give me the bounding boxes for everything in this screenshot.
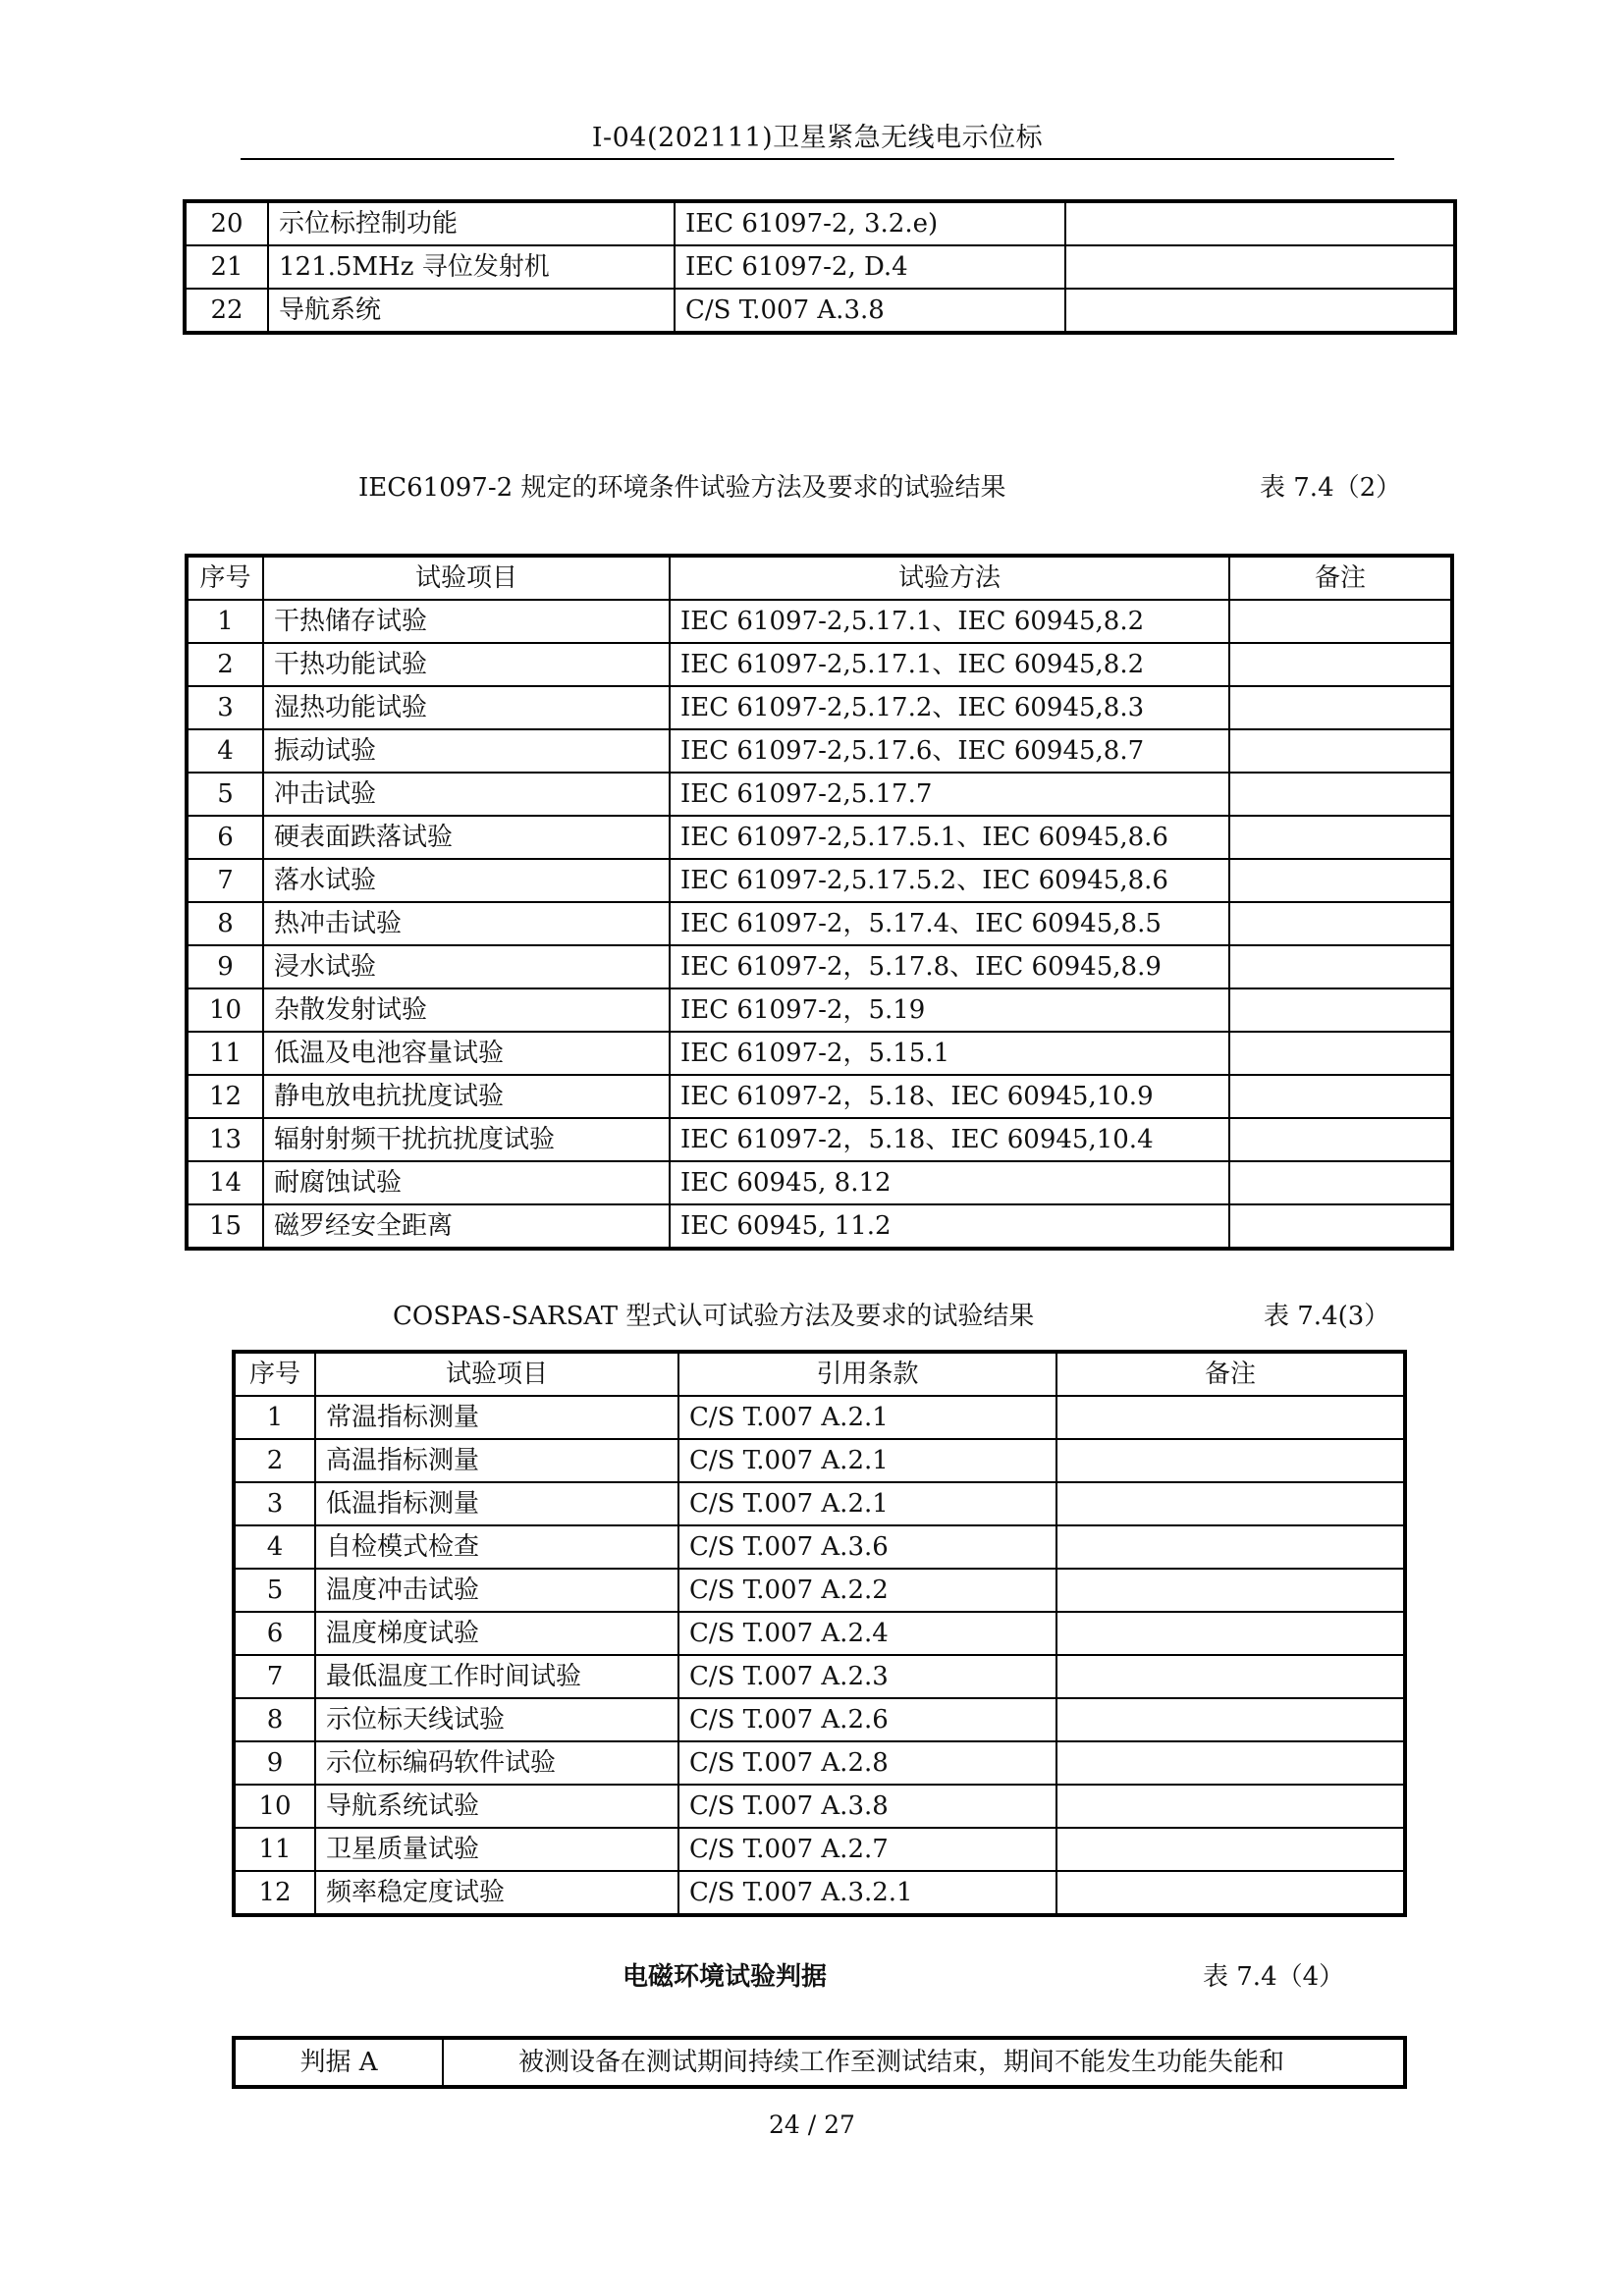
- table2-cell-remark: [1229, 773, 1451, 816]
- table-top-cell-index: 21: [186, 245, 268, 289]
- table2-cell-index: 3: [188, 686, 263, 729]
- table2-header-row: [188, 557, 1451, 600]
- table3-cell-remark: [1056, 1439, 1404, 1482]
- table2-cell-remark: [1229, 643, 1451, 686]
- table2-cell-index: 9: [188, 945, 263, 988]
- table2-cell-remark: [1229, 816, 1451, 859]
- table2-row: [188, 988, 1451, 1032]
- table3-cell-method: C/S T.007 A.3.8: [678, 1785, 1056, 1828]
- table2-cell-remark: [1229, 1204, 1451, 1248]
- table2-cell-method: IEC 61097-2,5.17.2、IEC 60945,8.3: [670, 686, 1229, 729]
- table2-cell-method: IEC 61097-2,5.17.7: [670, 773, 1229, 816]
- table2-cell-index: 11: [188, 1032, 263, 1075]
- table3-cell-method: C/S T.007 A.2.1: [678, 1439, 1056, 1482]
- table2-cell-method: IEC 61097-2，5.18、IEC 60945,10.9: [670, 1075, 1229, 1118]
- table-top-cell-item: 示位标控制功能: [268, 202, 675, 245]
- table3-cell-method: C/S T.007 A.3.2.1: [678, 1871, 1056, 1914]
- table3-cell-method: C/S T.007 A.2.2: [678, 1569, 1056, 1612]
- table2-header-item: 试验项目: [263, 557, 670, 600]
- table3-cell-method: C/S T.007 A.2.8: [678, 1741, 1056, 1785]
- table2-cell-item: 浸水试验: [263, 945, 670, 988]
- table2-cell-item: 静电放电抗扰度试验: [263, 1075, 670, 1118]
- table3-cell-index: 9: [235, 1741, 315, 1785]
- table3-cell-method: C/S T.007 A.2.4: [678, 1612, 1056, 1655]
- table2-row: [188, 643, 1451, 686]
- table-top-cell-item: 导航系统: [268, 289, 675, 332]
- table2-environment-tests: [187, 556, 1452, 1249]
- table2-label: 表 7.4（2）: [1260, 473, 1402, 503]
- table2-row: [188, 816, 1451, 859]
- table3-cospas-sarsat-tests: [234, 1352, 1405, 1915]
- table3-cell-item: 温度梯度试验: [315, 1612, 678, 1655]
- table3-row: [235, 1741, 1404, 1785]
- table2-cell-remark: [1229, 1075, 1451, 1118]
- table2-cell-index: 13: [188, 1118, 263, 1161]
- table2-cell-index: 12: [188, 1075, 263, 1118]
- table3-row: [235, 1698, 1404, 1741]
- table2-cell-item: 热冲击试验: [263, 902, 670, 945]
- table2-cell-method: IEC 61097-2,5.17.1、IEC 60945,8.2: [670, 600, 1229, 643]
- table2-cell-remark: [1229, 859, 1451, 902]
- table3-cell-index: 8: [235, 1698, 315, 1741]
- table-top-cell-method: C/S T.007 A.3.8: [675, 289, 1065, 332]
- table2-cell-remark: [1229, 945, 1451, 988]
- header-divider: [241, 158, 1394, 160]
- table3-row: [235, 1569, 1404, 1612]
- table2-row: [188, 600, 1451, 643]
- table-top-row: [186, 202, 1454, 245]
- table3-row: [235, 1439, 1404, 1482]
- table2-row: [188, 1075, 1451, 1118]
- table3-cell-remark: [1056, 1828, 1404, 1871]
- table3-cell-remark: [1056, 1482, 1404, 1525]
- table2-cell-item: 湿热功能试验: [263, 686, 670, 729]
- table3-row: [235, 1655, 1404, 1698]
- table2-cell-index: 1: [188, 600, 263, 643]
- table3-cell-index: 11: [235, 1828, 315, 1871]
- table2-cell-index: 8: [188, 902, 263, 945]
- table2-cell-method: IEC 61097-2，5.19: [670, 988, 1229, 1032]
- table3-cell-item: 示位标天线试验: [315, 1698, 678, 1741]
- table4-label: 表 7.4（4）: [1203, 1962, 1345, 1992]
- table2-cell-method: IEC 61097-2,5.17.1、IEC 60945,8.2: [670, 643, 1229, 686]
- table3-cell-index: 12: [235, 1871, 315, 1914]
- table3-cell-method: C/S T.007 A.2.7: [678, 1828, 1056, 1871]
- page-number: 24 / 27: [769, 2110, 855, 2139]
- table3-cell-item: 卫星质量试验: [315, 1828, 678, 1871]
- table2-row: [188, 902, 1451, 945]
- table2-row: [188, 1161, 1451, 1204]
- table3-header-index: 序号: [235, 1353, 315, 1396]
- table3-cell-method: C/S T.007 A.3.6: [678, 1525, 1056, 1569]
- table3-cell-method: C/S T.007 A.2.1: [678, 1396, 1056, 1439]
- table3-cell-item: 导航系统试验: [315, 1785, 678, 1828]
- table3-cell-item: 常温指标测量: [315, 1396, 678, 1439]
- table3-row: [235, 1396, 1404, 1439]
- table2-cell-remark: [1229, 729, 1451, 773]
- table3-cell-method: C/S T.007 A.2.1: [678, 1482, 1056, 1525]
- table2-cell-index: 7: [188, 859, 263, 902]
- table2-cell-index: 4: [188, 729, 263, 773]
- table2-cell-item: 低温及电池容量试验: [263, 1032, 670, 1075]
- table2-cell-remark: [1229, 1118, 1451, 1161]
- table3-cell-item: 温度冲击试验: [315, 1569, 678, 1612]
- table3-header-item: 试验项目: [315, 1353, 678, 1396]
- table3-cell-method: C/S T.007 A.2.3: [678, 1655, 1056, 1698]
- table3-row: [235, 1785, 1404, 1828]
- table2-row: [188, 859, 1451, 902]
- table3-cell-remark: [1056, 1785, 1404, 1828]
- table-top-cell-remark: [1065, 202, 1454, 245]
- table2-header-remark: 备注: [1229, 557, 1451, 600]
- table2-cell-remark: [1229, 902, 1451, 945]
- table4-em-criteria: [234, 2038, 1405, 2087]
- table3-cell-item: 高温指标测量: [315, 1439, 678, 1482]
- table3-header-row: [235, 1353, 1404, 1396]
- table3-header-remark: 备注: [1056, 1353, 1404, 1396]
- table2-cell-item: 落水试验: [263, 859, 670, 902]
- table2-cell-remark: [1229, 1032, 1451, 1075]
- table3-cell-item: 最低温度工作时间试验: [315, 1655, 678, 1698]
- table2-cell-index: 15: [188, 1204, 263, 1248]
- table2-row: [188, 945, 1451, 988]
- table2-cell-remark: [1229, 686, 1451, 729]
- table2-row: [188, 686, 1451, 729]
- table3-row: [235, 1871, 1404, 1914]
- table2-header-method: 试验方法: [670, 557, 1229, 600]
- table2-cell-method: IEC 61097-2,5.17.5.2、IEC 60945,8.6: [670, 859, 1229, 902]
- table3-row: [235, 1612, 1404, 1655]
- table3-cell-index: 2: [235, 1439, 315, 1482]
- table2-row: [188, 1032, 1451, 1075]
- table-top-row: [186, 289, 1454, 332]
- table3-cell-index: 3: [235, 1482, 315, 1525]
- table3-cell-remark: [1056, 1612, 1404, 1655]
- table3-cell-index: 1: [235, 1396, 315, 1439]
- table2-cell-method: IEC 61097-2,5.17.5.1、IEC 60945,8.6: [670, 816, 1229, 859]
- table3-cell-remark: [1056, 1655, 1404, 1698]
- table3-cell-remark: [1056, 1396, 1404, 1439]
- table-top-cell-remark: [1065, 245, 1454, 289]
- table-top-cell-item: 121.5MHz 寻位发射机: [268, 245, 675, 289]
- table2-cell-item: 磁罗经安全距离: [263, 1204, 670, 1248]
- table3-label: 表 7.4(3）: [1264, 1302, 1390, 1331]
- table2-cell-item: 杂散发射试验: [263, 988, 670, 1032]
- table-top-cell-index: 20: [186, 202, 268, 245]
- table3-cell-item: 频率稳定度试验: [315, 1871, 678, 1914]
- table3-cell-method: C/S T.007 A.2.6: [678, 1698, 1056, 1741]
- table4-row: [235, 2039, 1404, 2086]
- table2-cell-index: 14: [188, 1161, 263, 1204]
- table2-row: [188, 1204, 1451, 1248]
- table2-row: [188, 773, 1451, 816]
- table2-cell-item: 硬表面跌落试验: [263, 816, 670, 859]
- table3-caption: COSPAS-SARSAT 型式认可试验方法及要求的试验结果: [393, 1302, 1035, 1331]
- table2-cell-remark: [1229, 600, 1451, 643]
- table2-cell-index: 2: [188, 643, 263, 686]
- table2-row: [188, 1118, 1451, 1161]
- table-top-row: [186, 245, 1454, 289]
- table2-cell-item: 耐腐蚀试验: [263, 1161, 670, 1204]
- table-top-cell-method: IEC 61097-2, 3.2.e): [675, 202, 1065, 245]
- table2-cell-index: 6: [188, 816, 263, 859]
- table2-cell-item: 辐射射频干扰抗扰度试验: [263, 1118, 670, 1161]
- table2-cell-method: IEC 61097-2，5.18、IEC 60945,10.4: [670, 1118, 1229, 1161]
- table2-cell-method: IEC 61097-2，5.17.8、IEC 60945,8.9: [670, 945, 1229, 988]
- table4-row-label: 判据 A: [235, 2039, 443, 2086]
- table4-caption: 电磁环境试验判据: [623, 1962, 828, 1992]
- table2-cell-item: 振动试验: [263, 729, 670, 773]
- table3-cell-item: 示位标编码软件试验: [315, 1741, 678, 1785]
- table3-cell-index: 7: [235, 1655, 315, 1698]
- table2-cell-method: IEC 61097-2，5.15.1: [670, 1032, 1229, 1075]
- table2-cell-method: IEC 61097-2,5.17.6、IEC 60945,8.7: [670, 729, 1229, 773]
- table3-cell-remark: [1056, 1741, 1404, 1785]
- table3-row: [235, 1828, 1404, 1871]
- table2-cell-index: 5: [188, 773, 263, 816]
- table3-cell-item: 低温指标测量: [315, 1482, 678, 1525]
- document-header-title: I-04(202111)卫星紧急无线电示位标: [591, 123, 1044, 153]
- table2-cell-remark: [1229, 988, 1451, 1032]
- table3-cell-index: 10: [235, 1785, 315, 1828]
- table2-cell-method: IEC 60945, 11.2: [670, 1204, 1229, 1248]
- table3-cell-remark: [1056, 1698, 1404, 1741]
- table2-cell-index: 10: [188, 988, 263, 1032]
- table-top-cell-index: 22: [186, 289, 268, 332]
- table3-row: [235, 1482, 1404, 1525]
- table2-caption: IEC61097-2 规定的环境条件试验方法及要求的试验结果: [358, 473, 1006, 503]
- table3-cell-index: 5: [235, 1569, 315, 1612]
- table2-cell-item: 干热功能试验: [263, 643, 670, 686]
- table-top-continuation: [185, 201, 1455, 333]
- table2-row: [188, 729, 1451, 773]
- table2-cell-item: 冲击试验: [263, 773, 670, 816]
- table2-cell-item: 干热储存试验: [263, 600, 670, 643]
- table3-row: [235, 1525, 1404, 1569]
- table3-cell-index: 6: [235, 1612, 315, 1655]
- table2-cell-remark: [1229, 1161, 1451, 1204]
- table3-header-clause: 引用条款: [678, 1353, 1056, 1396]
- table2-cell-method: IEC 60945, 8.12: [670, 1161, 1229, 1204]
- table3-cell-item: 自检模式检查: [315, 1525, 678, 1569]
- table3-cell-remark: [1056, 1569, 1404, 1612]
- table3-cell-index: 4: [235, 1525, 315, 1569]
- table2-cell-method: IEC 61097-2，5.17.4、IEC 60945,8.5: [670, 902, 1229, 945]
- table3-cell-remark: [1056, 1525, 1404, 1569]
- table3-cell-remark: [1056, 1871, 1404, 1914]
- table2-header-index: 序号: [188, 557, 263, 600]
- table4-row-text: 被测设备在测试期间持续工作至测试结束，期间不能发生功能失能和: [443, 2039, 1404, 2086]
- table-top-cell-remark: [1065, 289, 1454, 332]
- table-top-cell-method: IEC 61097-2, D.4: [675, 245, 1065, 289]
